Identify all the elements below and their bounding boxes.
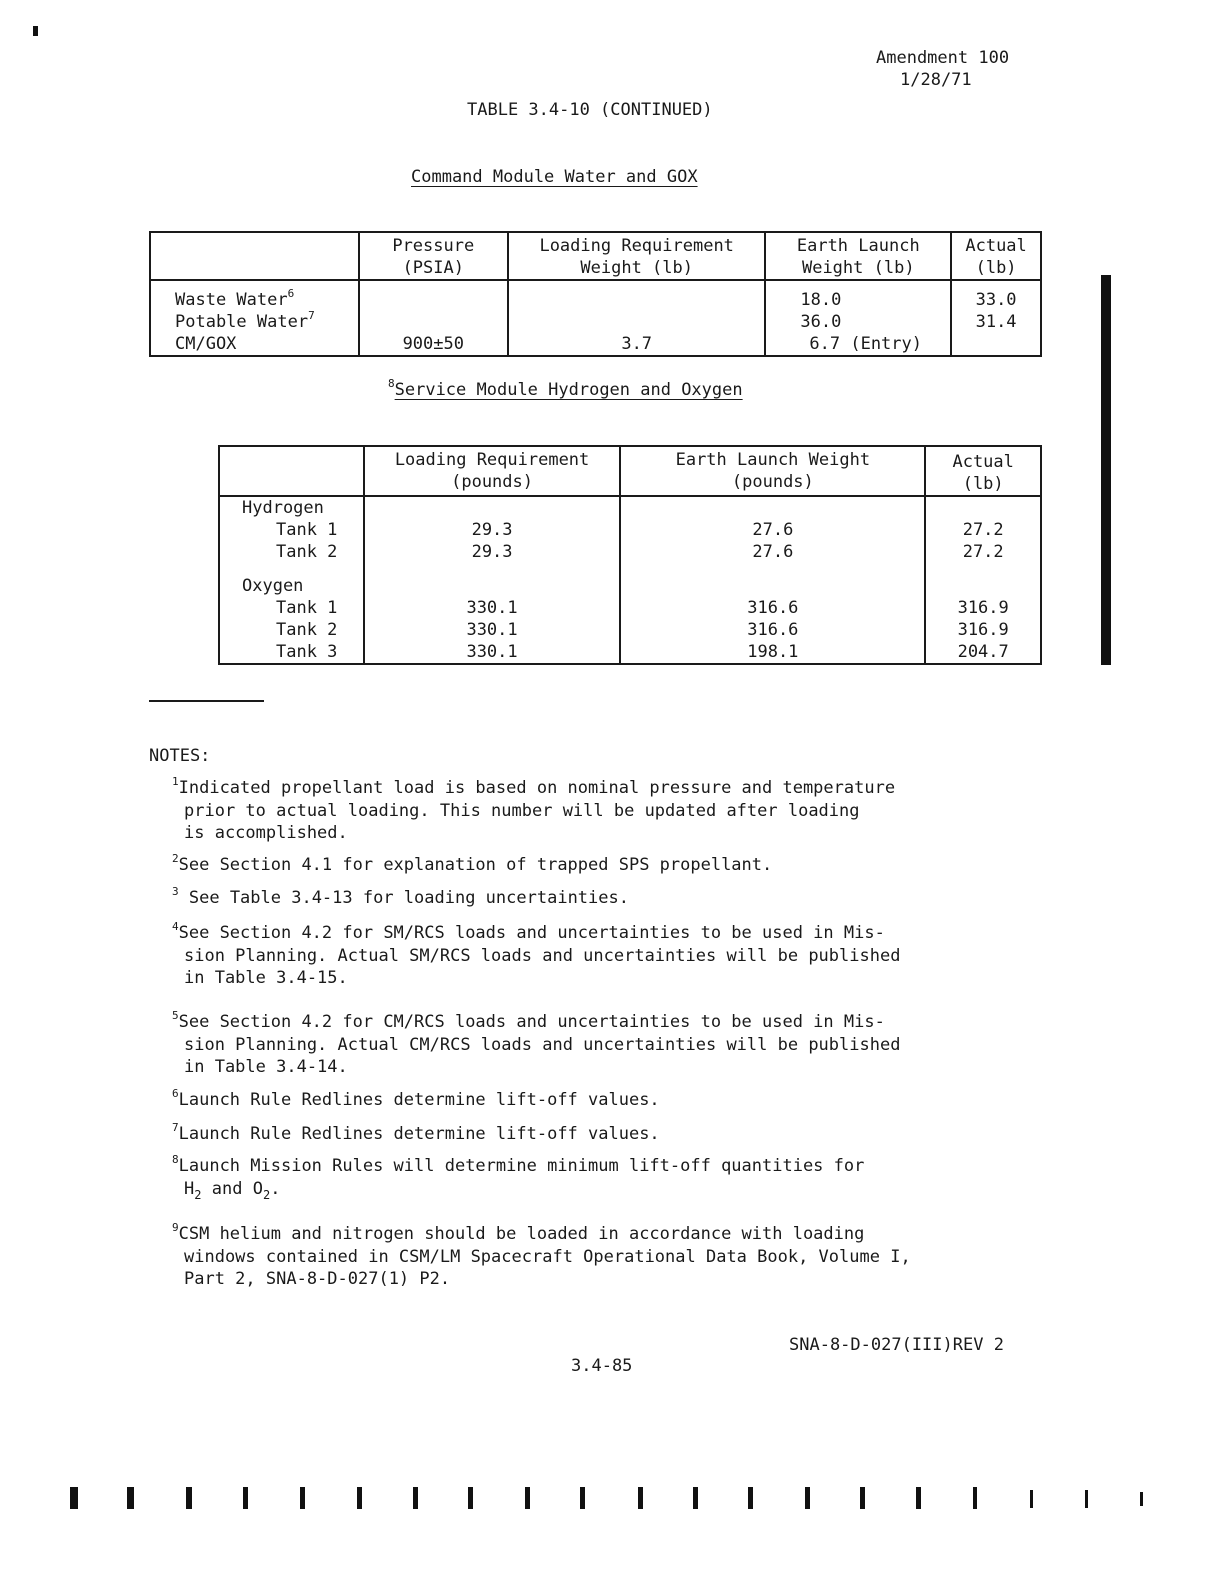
scan-artifact	[413, 1487, 418, 1509]
sm-loading-value: 330.1	[466, 620, 518, 640]
sm-loading-value: 330.1	[466, 598, 518, 618]
sm-col-launch: Earth Launch Weight (pounds)	[620, 446, 925, 496]
note-4: $^4$See Section 4.2 for SM/RCS loads and uncertainties to be used in Mis- sion Planning. Actual SM/RCS loads and uncertainties will be published in Table 3.4-15.	[172, 920, 901, 988]
sm-loading-value: 330.1	[466, 642, 518, 662]
cm-row-label: Waste Water$^6$	[175, 287, 295, 310]
cm-loading-value: 3.7	[621, 334, 653, 354]
cm-launch-value: 6.7 (Entry)	[809, 334, 922, 354]
scan-artifact	[805, 1487, 810, 1509]
sm-col-actual: Actual (lb)	[925, 446, 1041, 496]
cm-table-header	[150, 232, 1041, 280]
cm-launch-value: 18.0	[800, 290, 842, 310]
sm-launch-value: 316.6	[747, 620, 799, 640]
sm-tank-label: Tank 3	[276, 642, 338, 662]
note-6: $^6$Launch Rule Redlines determine lift-off values.	[172, 1087, 660, 1110]
scan-artifact	[186, 1487, 192, 1509]
scan-artifact	[973, 1487, 977, 1509]
note-3: $^3$ See Table 3.4-13 for loading uncertainties.	[172, 885, 629, 908]
sm-actual-value: 27.2	[962, 520, 1004, 540]
note-7: $^7$Launch Rule Redlines determine lift-off values.	[172, 1121, 660, 1144]
scan-artifact	[1030, 1490, 1033, 1508]
sm-loading-value: 29.3	[471, 542, 513, 562]
cm-actual-value: 31.4	[975, 312, 1017, 332]
change-bar	[1101, 275, 1111, 665]
sm-table-header	[219, 446, 1041, 496]
sm-col-loading: Loading Requirement (pounds)	[364, 446, 621, 496]
amendment-label: Amendment 100	[876, 48, 1010, 68]
sm-launch-value: 198.1	[747, 642, 799, 662]
scan-artifact	[70, 1487, 78, 1509]
sm-group-label: Oxygen	[242, 576, 304, 596]
sm-launch-value: 316.6	[747, 598, 799, 618]
sm-tank-label: Tank 2	[276, 542, 338, 562]
cm-launch-value: 36.0	[800, 312, 842, 332]
cm-pressure-value: 900±50	[402, 334, 464, 354]
table-title: TABLE 3.4-10 (CONTINUED)	[467, 100, 713, 120]
sm-tank-label: Tank 2	[276, 620, 338, 640]
sm-tank-label: Tank 1	[276, 520, 338, 540]
scan-artifact	[300, 1487, 305, 1509]
note-8: $^8$Launch Mission Rules will determine minimum lift-off quantities for $H_2$ and $O_2$.	[172, 1153, 865, 1202]
cm-col-actual: Actual (lb)	[951, 232, 1041, 280]
sm-actual-value: 204.7	[957, 642, 1009, 662]
scan-artifact	[860, 1487, 865, 1509]
scan-artifact	[243, 1487, 248, 1509]
table-row	[219, 496, 1041, 664]
note-2: $^2$See Section 4.1 for explanation of trapped SPS propellant.	[172, 852, 773, 875]
scan-artifact	[468, 1487, 473, 1509]
sm-actual-value: 316.9	[957, 620, 1009, 640]
cm-table-caption: Command Module Water and GOX	[411, 167, 698, 187]
scan-artifact	[580, 1487, 585, 1509]
sm-tank-label: Tank 1	[276, 598, 338, 618]
note-9: $^9$CSM helium and nitrogen should be loaded in accordance with loading windows contained in CSM/LM Spacecraft Operational Data Book, Volume I, Part 2, SNA-8-D-027(1) P2.	[172, 1221, 911, 1289]
cm-actual-value: 33.0	[975, 290, 1017, 310]
note-1: $^1$Indicated propellant load is based on nominal pressure and temperature prior to actual loading. This number will be updated after loading is accomplished.	[172, 775, 896, 843]
sm-actual-value: 27.2	[962, 542, 1004, 562]
scan-artifact	[693, 1487, 698, 1509]
scan-artifact	[1085, 1490, 1088, 1508]
sm-group-label: Hydrogen	[242, 498, 324, 518]
scan-artifact	[916, 1487, 921, 1509]
sm-table	[218, 445, 1042, 665]
notes-heading: NOTES:	[149, 746, 211, 766]
cm-col-pressure: Pressure (PSIA)	[359, 232, 508, 280]
sm-loading-value: 29.3	[471, 520, 513, 540]
cm-table	[149, 231, 1042, 357]
cm-row-label: Potable Water$^7$	[175, 309, 315, 332]
sm-actual-value: 316.9	[957, 598, 1009, 618]
cm-col-loading: Loading Requirement Weight (lb)	[508, 232, 765, 280]
scan-artifact	[127, 1487, 134, 1509]
scan-artifact	[525, 1487, 530, 1509]
cm-col-launch: Earth Launch Weight (lb)	[765, 232, 951, 280]
amendment-date: 1/28/71	[900, 70, 972, 90]
sm-launch-value: 27.6	[752, 520, 794, 540]
note-5: $^5$See Section 4.2 for CM/RCS loads and uncertainties to be used in Mis- sion Planning. Actual CM/RCS loads and uncertainties will be published in Table 3.4-14.	[172, 1009, 901, 1077]
cm-row-label: CM/GOX	[175, 334, 237, 354]
scan-artifact	[1140, 1492, 1143, 1506]
scan-artifact	[638, 1487, 643, 1509]
cm-col-label	[150, 232, 359, 280]
sm-table-caption: $^8$Service Module Hydrogen and Oxygen	[388, 377, 743, 400]
document-id: SNA-8-D-027(III)REV 2	[789, 1335, 1004, 1355]
table-row	[150, 280, 1041, 356]
sm-col-label	[219, 446, 364, 496]
page-number: 3.4-85	[571, 1356, 633, 1376]
sm-launch-value: 27.6	[752, 542, 794, 562]
scan-artifact	[357, 1487, 362, 1509]
scan-artifact	[748, 1487, 753, 1509]
corner-mark	[33, 26, 38, 36]
footnote-divider	[149, 700, 264, 702]
